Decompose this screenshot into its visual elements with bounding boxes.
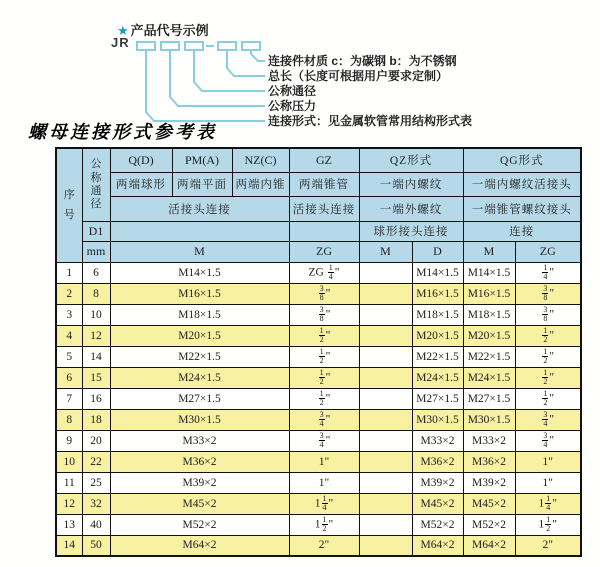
cell-m-thread: M16×1.5 <box>110 283 289 304</box>
cell-m-thread: M39×2 <box>110 472 289 493</box>
cell-gz-zg: $\frac{1}{2}$ " <box>289 388 359 409</box>
diagram-label-length: 总长（长度可根据用户要求定制） <box>268 69 449 83</box>
cell-dn-mm: 14 <box>82 346 110 367</box>
table-row <box>56 304 581 325</box>
cell-gz-zg: 1" <box>289 472 359 493</box>
header-seq: 序 号 <box>56 148 82 262</box>
cell-qg-zg: $\frac{3}{4}$ " <box>515 409 581 430</box>
table-row <box>56 325 581 346</box>
cell-qz-d: M14×1.5 <box>412 262 463 283</box>
header-style-flat: 两端平面 <box>172 172 232 196</box>
cell-qg-zg: $\frac{3}{4}$ " <box>515 430 581 451</box>
cell-dn-mm: 18 <box>82 409 110 430</box>
header-ball-joint-conn: 球形接头连接 <box>359 221 463 241</box>
header-taper-thread-joint: 一端锥管螺纹接头 <box>463 196 581 221</box>
cell-qg-m: M24×1.5 <box>463 367 515 388</box>
table-row <box>56 430 581 451</box>
cell-qz-d: M24×1.5 <box>412 367 463 388</box>
table-row <box>56 514 581 535</box>
cell-qz-d: M30×1.5 <box>412 409 463 430</box>
cell-qg-zg: 2" <box>515 535 581 556</box>
cell-seq: 8 <box>56 409 82 430</box>
cell-qg-zg: 1 $\frac{1}{2}$ " <box>515 514 581 535</box>
cell-m-thread: M24×1.5 <box>110 367 289 388</box>
cell-dn-mm: 20 <box>82 430 110 451</box>
cell-gz-zg: $\frac{1}{2}$ " <box>289 367 359 388</box>
cell-qz-m <box>359 472 412 493</box>
cell-qz-m <box>359 430 412 451</box>
header-conn: 连接 <box>463 221 581 241</box>
header-style-ball: 两端球形 <box>110 172 172 196</box>
cell-seq: 5 <box>56 346 82 367</box>
cell-seq: 12 <box>56 493 82 514</box>
table-row <box>56 388 581 409</box>
cell-seq: 9 <box>56 430 82 451</box>
header-thread-m: M <box>110 241 289 262</box>
cell-qz-d: M20×1.5 <box>412 325 463 346</box>
cell-dn-mm: 22 <box>82 451 110 472</box>
cell-gz-zg: 1" <box>289 451 359 472</box>
cell-m-thread: M64×2 <box>110 535 289 556</box>
code-box <box>137 42 155 50</box>
header-union-conn-gz: 活接头连接 <box>289 196 359 221</box>
cell-m-thread: M30×1.5 <box>110 409 289 430</box>
cell-qg-m: M14×1.5 <box>463 262 515 283</box>
header-thread-qg-m: M <box>463 241 515 262</box>
header-style-icone: 两端内锥 <box>232 172 289 196</box>
cell-qg-m: M36×2 <box>463 451 515 472</box>
table-row <box>56 535 581 556</box>
cell-qz-m <box>359 325 412 346</box>
cell-gz-zg: 1 $\frac{1}{2}$ " <box>289 514 359 535</box>
cell-dn-mm: 8 <box>82 283 110 304</box>
cell-qz-d: M52×2 <box>412 514 463 535</box>
header-unit-mm: mm <box>82 241 110 262</box>
cell-dn-mm: 25 <box>82 472 110 493</box>
cell-qz-d: M27×1.5 <box>412 388 463 409</box>
cell-dn-mm: 12 <box>82 325 110 346</box>
cell-seq: 7 <box>56 388 82 409</box>
cell-qg-zg: 1 $\frac{1}{4}$ " <box>515 493 581 514</box>
cell-qg-zg: $\frac{3}{8}$ " <box>515 283 581 304</box>
table-row <box>56 451 581 472</box>
table-row <box>56 367 581 388</box>
table-title: 螺母连接形式参考表 <box>28 122 217 142</box>
code-box <box>161 42 179 50</box>
cell-qg-m: M30×1.5 <box>463 409 515 430</box>
cell-m-thread: M33×2 <box>110 430 289 451</box>
cell-seq: 13 <box>56 514 82 535</box>
cell-gz-zg: $\frac{3}{4}$ " <box>289 430 359 451</box>
header-thread-qz-m: M <box>359 241 412 262</box>
header-style-ithread: 一端内螺纹 <box>359 172 463 196</box>
cell-qz-m <box>359 304 412 325</box>
cell-seq: 2 <box>56 283 82 304</box>
cell-seq: 10 <box>56 451 82 472</box>
cell-gz-zg: $\frac{1}{2}$ " <box>289 346 359 367</box>
cell-m-thread: M27×1.5 <box>110 388 289 409</box>
cell-dn-mm: 15 <box>82 367 110 388</box>
cell-qz-m <box>359 262 412 283</box>
cell-qg-m: M18×1.5 <box>463 304 515 325</box>
cell-m-thread: M52×2 <box>110 514 289 535</box>
header-style-taper: 两端锥管 <box>289 172 359 196</box>
cell-seq: 3 <box>56 304 82 325</box>
cell-qz-d: M39×2 <box>412 472 463 493</box>
cell-gz-zg: ZG $\frac{1}{4}$ " <box>289 262 359 283</box>
cell-gz-zg: 1 $\frac{1}{4}$ " <box>289 493 359 514</box>
cell-m-thread: M20×1.5 <box>110 325 289 346</box>
header-form-gz: GZ <box>289 148 359 172</box>
cell-qg-m: M45×2 <box>463 493 515 514</box>
cell-qg-m: M52×2 <box>463 514 515 535</box>
table-row <box>56 283 581 304</box>
cell-qz-m <box>359 409 412 430</box>
cell-qz-m <box>359 367 412 388</box>
header-thread-qg-zg: ZG <box>515 241 581 262</box>
cell-qg-zg: $\frac{1}{2}$ " <box>515 388 581 409</box>
cell-qg-zg: 1" <box>515 472 581 493</box>
cell-dn-mm: 50 <box>82 535 110 556</box>
header-nominal-diameter: 公 称 通 径 <box>82 148 110 221</box>
header-d1: D1 <box>82 221 110 241</box>
header-form-qg: QG形式 <box>463 148 581 172</box>
cell-qg-m: M20×1.5 <box>463 325 515 346</box>
cell-qz-d: M33×2 <box>412 430 463 451</box>
cell-m-thread: M22×1.5 <box>110 346 289 367</box>
header-empty-gz <box>289 221 359 241</box>
header-form-qd: Q(D) <box>110 148 172 172</box>
diagram-label-connection: 连接形式：见金属软管常用结构形式表 <box>268 114 473 128</box>
cell-qz-d: M45×2 <box>412 493 463 514</box>
cell-gz-zg: $\frac{1}{2}$ " <box>289 325 359 346</box>
cell-seq: 6 <box>56 367 82 388</box>
cell-qg-m: M27×1.5 <box>463 388 515 409</box>
cell-gz-zg: $\frac{3}{4}$ " <box>289 409 359 430</box>
diagram-title <box>117 20 209 39</box>
cell-qz-d: M64×2 <box>412 535 463 556</box>
header-form-qz: QZ形式 <box>359 148 463 172</box>
cell-seq: 14 <box>56 535 82 556</box>
cell-qg-zg: $\frac{1}{2}$ " <box>515 346 581 367</box>
header-form-nzc: NZ(C) <box>232 148 289 172</box>
header-thread-qz-d: D <box>412 241 463 262</box>
header-union-conn: 活接头连接 <box>110 196 289 221</box>
table-row <box>56 409 581 430</box>
cell-dn-mm: 32 <box>82 493 110 514</box>
table-row <box>56 346 581 367</box>
cell-qz-d: M22×1.5 <box>412 346 463 367</box>
table-row <box>56 472 581 493</box>
cell-qg-m: M64×2 <box>463 535 515 556</box>
header-thread-zg: ZG <box>289 241 359 262</box>
diagram-label-diameter: 公称通径 <box>268 84 317 98</box>
table-row <box>56 262 581 283</box>
diagram-title-text: 产品代号示例 <box>130 23 209 38</box>
cell-m-thread: M36×2 <box>110 451 289 472</box>
cell-dn-mm: 40 <box>82 514 110 535</box>
cell-gz-zg: 2" <box>289 535 359 556</box>
cell-qz-d: M36×2 <box>412 451 463 472</box>
cell-gz-zg: $\frac{3}{8}$ " <box>289 304 359 325</box>
cell-gz-zg: $\frac{3}{8}$ " <box>289 283 359 304</box>
code-box <box>242 42 260 50</box>
cell-qz-m <box>359 514 412 535</box>
cell-qg-zg: 1" <box>515 451 581 472</box>
diagram-label-pressure: 公称压力 <box>268 99 317 113</box>
cell-dn-mm: 6 <box>82 262 110 283</box>
reference-table <box>55 147 582 557</box>
table-row <box>56 493 581 514</box>
cell-seq: 4 <box>56 325 82 346</box>
header-empty-span <box>110 221 289 241</box>
code-box <box>218 42 236 50</box>
cell-qg-zg: $\frac{1}{2}$ " <box>515 325 581 346</box>
cell-qg-zg: $\frac{1}{4}$ " <box>515 262 581 283</box>
header-ext-thread: 一端外螺纹 <box>359 196 463 221</box>
header-form-pma: PM(A) <box>172 148 232 172</box>
cell-qz-m <box>359 493 412 514</box>
star-icon: ★ <box>117 23 129 38</box>
diagram-label-material: 连接件材质 c：为碳钢 b：为不锈钢 <box>268 54 457 68</box>
cell-seq: 1 <box>56 262 82 283</box>
cell-qg-m: M33×2 <box>463 430 515 451</box>
product-code-prefix: JR <box>111 35 130 50</box>
cell-qg-zg: $\frac{1}{2}$ " <box>515 367 581 388</box>
cell-qz-m <box>359 451 412 472</box>
cell-qg-m: M39×2 <box>463 472 515 493</box>
cell-m-thread: M45×2 <box>110 493 289 514</box>
cell-qz-m <box>359 346 412 367</box>
cell-qg-zg: $\frac{3}{8}$ " <box>515 304 581 325</box>
cell-seq: 11 <box>56 472 82 493</box>
cell-dn-mm: 10 <box>82 304 110 325</box>
cell-qg-m: M22×1.5 <box>463 346 515 367</box>
cell-m-thread: M14×1.5 <box>110 262 289 283</box>
cell-qz-d: M18×1.5 <box>412 304 463 325</box>
table-body <box>56 262 581 556</box>
cell-qz-d: M16×1.5 <box>412 283 463 304</box>
header-style-ithread-union: 一端内螺纹活接头 <box>463 172 581 196</box>
code-box <box>185 42 203 50</box>
cell-qg-m: M16×1.5 <box>463 283 515 304</box>
cell-qz-m <box>359 388 412 409</box>
cell-dn-mm: 16 <box>82 388 110 409</box>
cell-m-thread: M18×1.5 <box>110 304 289 325</box>
cell-qz-m <box>359 283 412 304</box>
cell-qz-m <box>359 535 412 556</box>
